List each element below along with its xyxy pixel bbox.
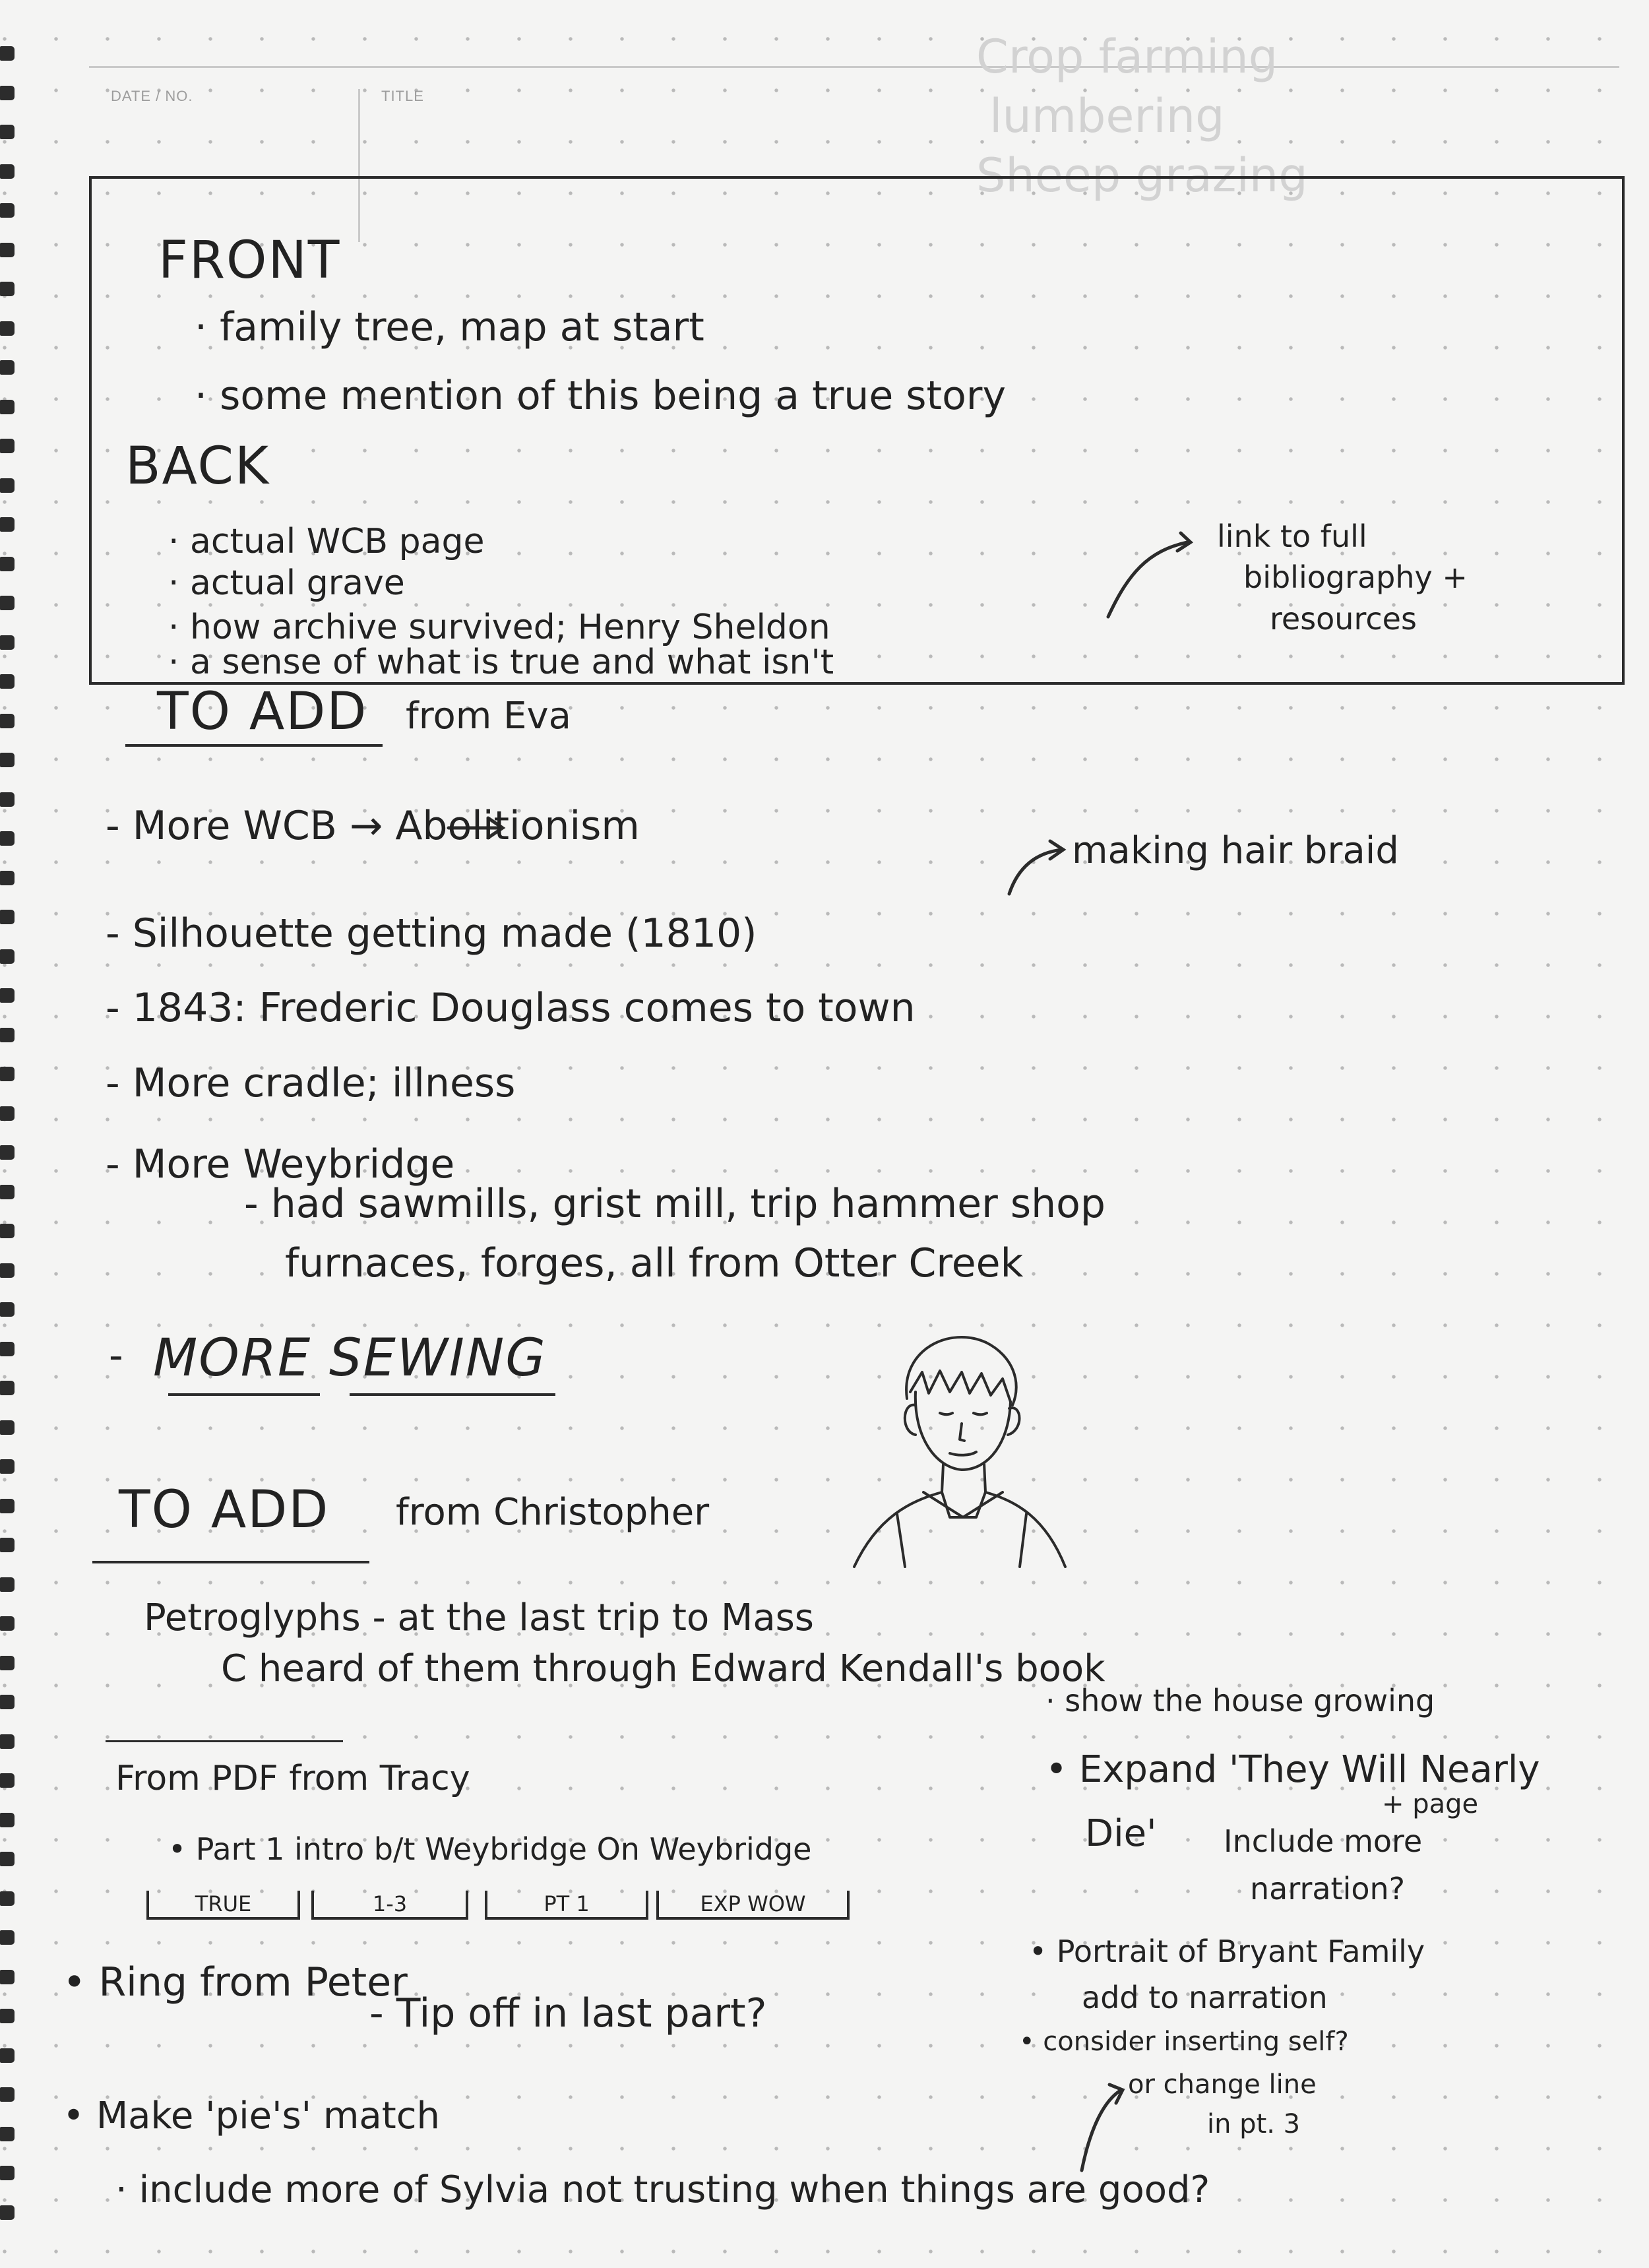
christopher-heading-underline bbox=[92, 1561, 369, 1563]
note-house: · show the house growing bbox=[1045, 1683, 1435, 1718]
eva-item: - 1843: Frederic Douglass comes to town bbox=[106, 985, 916, 1031]
front-heading: FRONT bbox=[158, 231, 341, 290]
title-label: TITLE bbox=[381, 88, 424, 104]
pdf-overline bbox=[106, 1740, 343, 1742]
eva-heading-suffix: from Eva bbox=[406, 695, 571, 738]
back-item: · actual WCB page bbox=[168, 522, 485, 561]
more-sewing: MORE SEWING bbox=[153, 1329, 547, 1388]
back-heading: BACK bbox=[125, 437, 270, 496]
ring-note: • Ring from Peter bbox=[63, 1959, 408, 2005]
side-note-line: link to full bbox=[1217, 519, 1367, 554]
note-expand: • Expand 'They Will Nearly bbox=[1045, 1748, 1540, 1791]
sewing-dash: - bbox=[109, 1333, 123, 1379]
christopher-line: Petroglyphs - at the last trip to Mass bbox=[144, 1596, 814, 1639]
eva-item: - More Weybridge bbox=[106, 1141, 455, 1187]
sylvia-note: · include more of Sylvia not trusting when things are good? bbox=[115, 2168, 1210, 2211]
note-portrait: add to narration bbox=[1082, 1980, 1328, 2015]
front-item: · some mention of this being a true story bbox=[195, 373, 1006, 419]
weybridge-sub: furnaces, forges, all from Otter Creek bbox=[285, 1240, 1024, 1286]
weybridge-sub: - had sawmills, grist mill, trip hammer shop bbox=[244, 1181, 1105, 1227]
back-item: · a sense of what is true and what isn't bbox=[168, 643, 834, 682]
side-note-line: bibliography + bbox=[1243, 559, 1468, 595]
note-expand: Die' bbox=[1085, 1812, 1157, 1855]
christopher-line: C heard of them through Edward Kendall's book bbox=[221, 1647, 1105, 1690]
side-note-line: resources bbox=[1270, 601, 1417, 637]
more-sewing-underline bbox=[168, 1393, 320, 1396]
pdf-tab: EXP WOW bbox=[656, 1891, 850, 1920]
pies-note: • Make 'pie's' match bbox=[63, 2095, 440, 2137]
eva-item: - Silhouette getting made (1810) bbox=[106, 910, 757, 957]
eva-item: - More cradle; illness bbox=[106, 1060, 516, 1106]
boy-portrait-sketch bbox=[844, 1319, 1082, 1570]
note-include: Include more bbox=[1224, 1823, 1423, 1859]
bleed-through-text: Sheep grazing bbox=[976, 148, 1308, 203]
note-include: narration? bbox=[1250, 1871, 1406, 1906]
pdf-line: • Part 1 intro b/t Weybridge On Weybridge bbox=[168, 1831, 812, 1867]
note-consider: • consider inserting self? bbox=[1019, 2027, 1349, 2057]
date-label: DATE / NO. bbox=[111, 88, 193, 104]
bleed-through-text: lumbering bbox=[989, 89, 1225, 143]
note-plus-page: + page bbox=[1382, 1789, 1479, 1819]
note-change: or change line bbox=[1128, 2069, 1317, 2100]
hair-braid-note: making hair braid bbox=[1072, 829, 1399, 872]
pdf-heading: From PDF from Tracy bbox=[115, 1759, 470, 1798]
more-sewing-underline bbox=[350, 1393, 555, 1396]
arrow-to-bibliography bbox=[1108, 542, 1187, 617]
note-portrait: • Portrait of Bryant Family bbox=[1029, 1934, 1425, 1969]
front-item: · family tree, map at start bbox=[195, 304, 704, 350]
note-change: in pt. 3 bbox=[1207, 2109, 1301, 2139]
pdf-tab: 1-3 bbox=[311, 1891, 468, 1920]
eva-item: - More WCB → Abolitionism bbox=[106, 803, 640, 849]
eva-heading: TO ADD bbox=[157, 682, 368, 741]
back-item: · how archive survived; Henry Sheldon bbox=[168, 608, 830, 647]
bleed-through-text: Crop farming bbox=[976, 30, 1278, 84]
tip-note: - Tip off in last part? bbox=[369, 1990, 767, 2036]
eva-heading-underline bbox=[125, 744, 383, 747]
back-item: · actual grave bbox=[168, 563, 405, 603]
christopher-heading: TO ADD bbox=[119, 1480, 330, 1540]
pdf-tab: TRUE bbox=[146, 1891, 300, 1920]
christopher-heading-suffix: from Christopher bbox=[396, 1491, 710, 1534]
pdf-tab: PT 1 bbox=[485, 1891, 648, 1920]
